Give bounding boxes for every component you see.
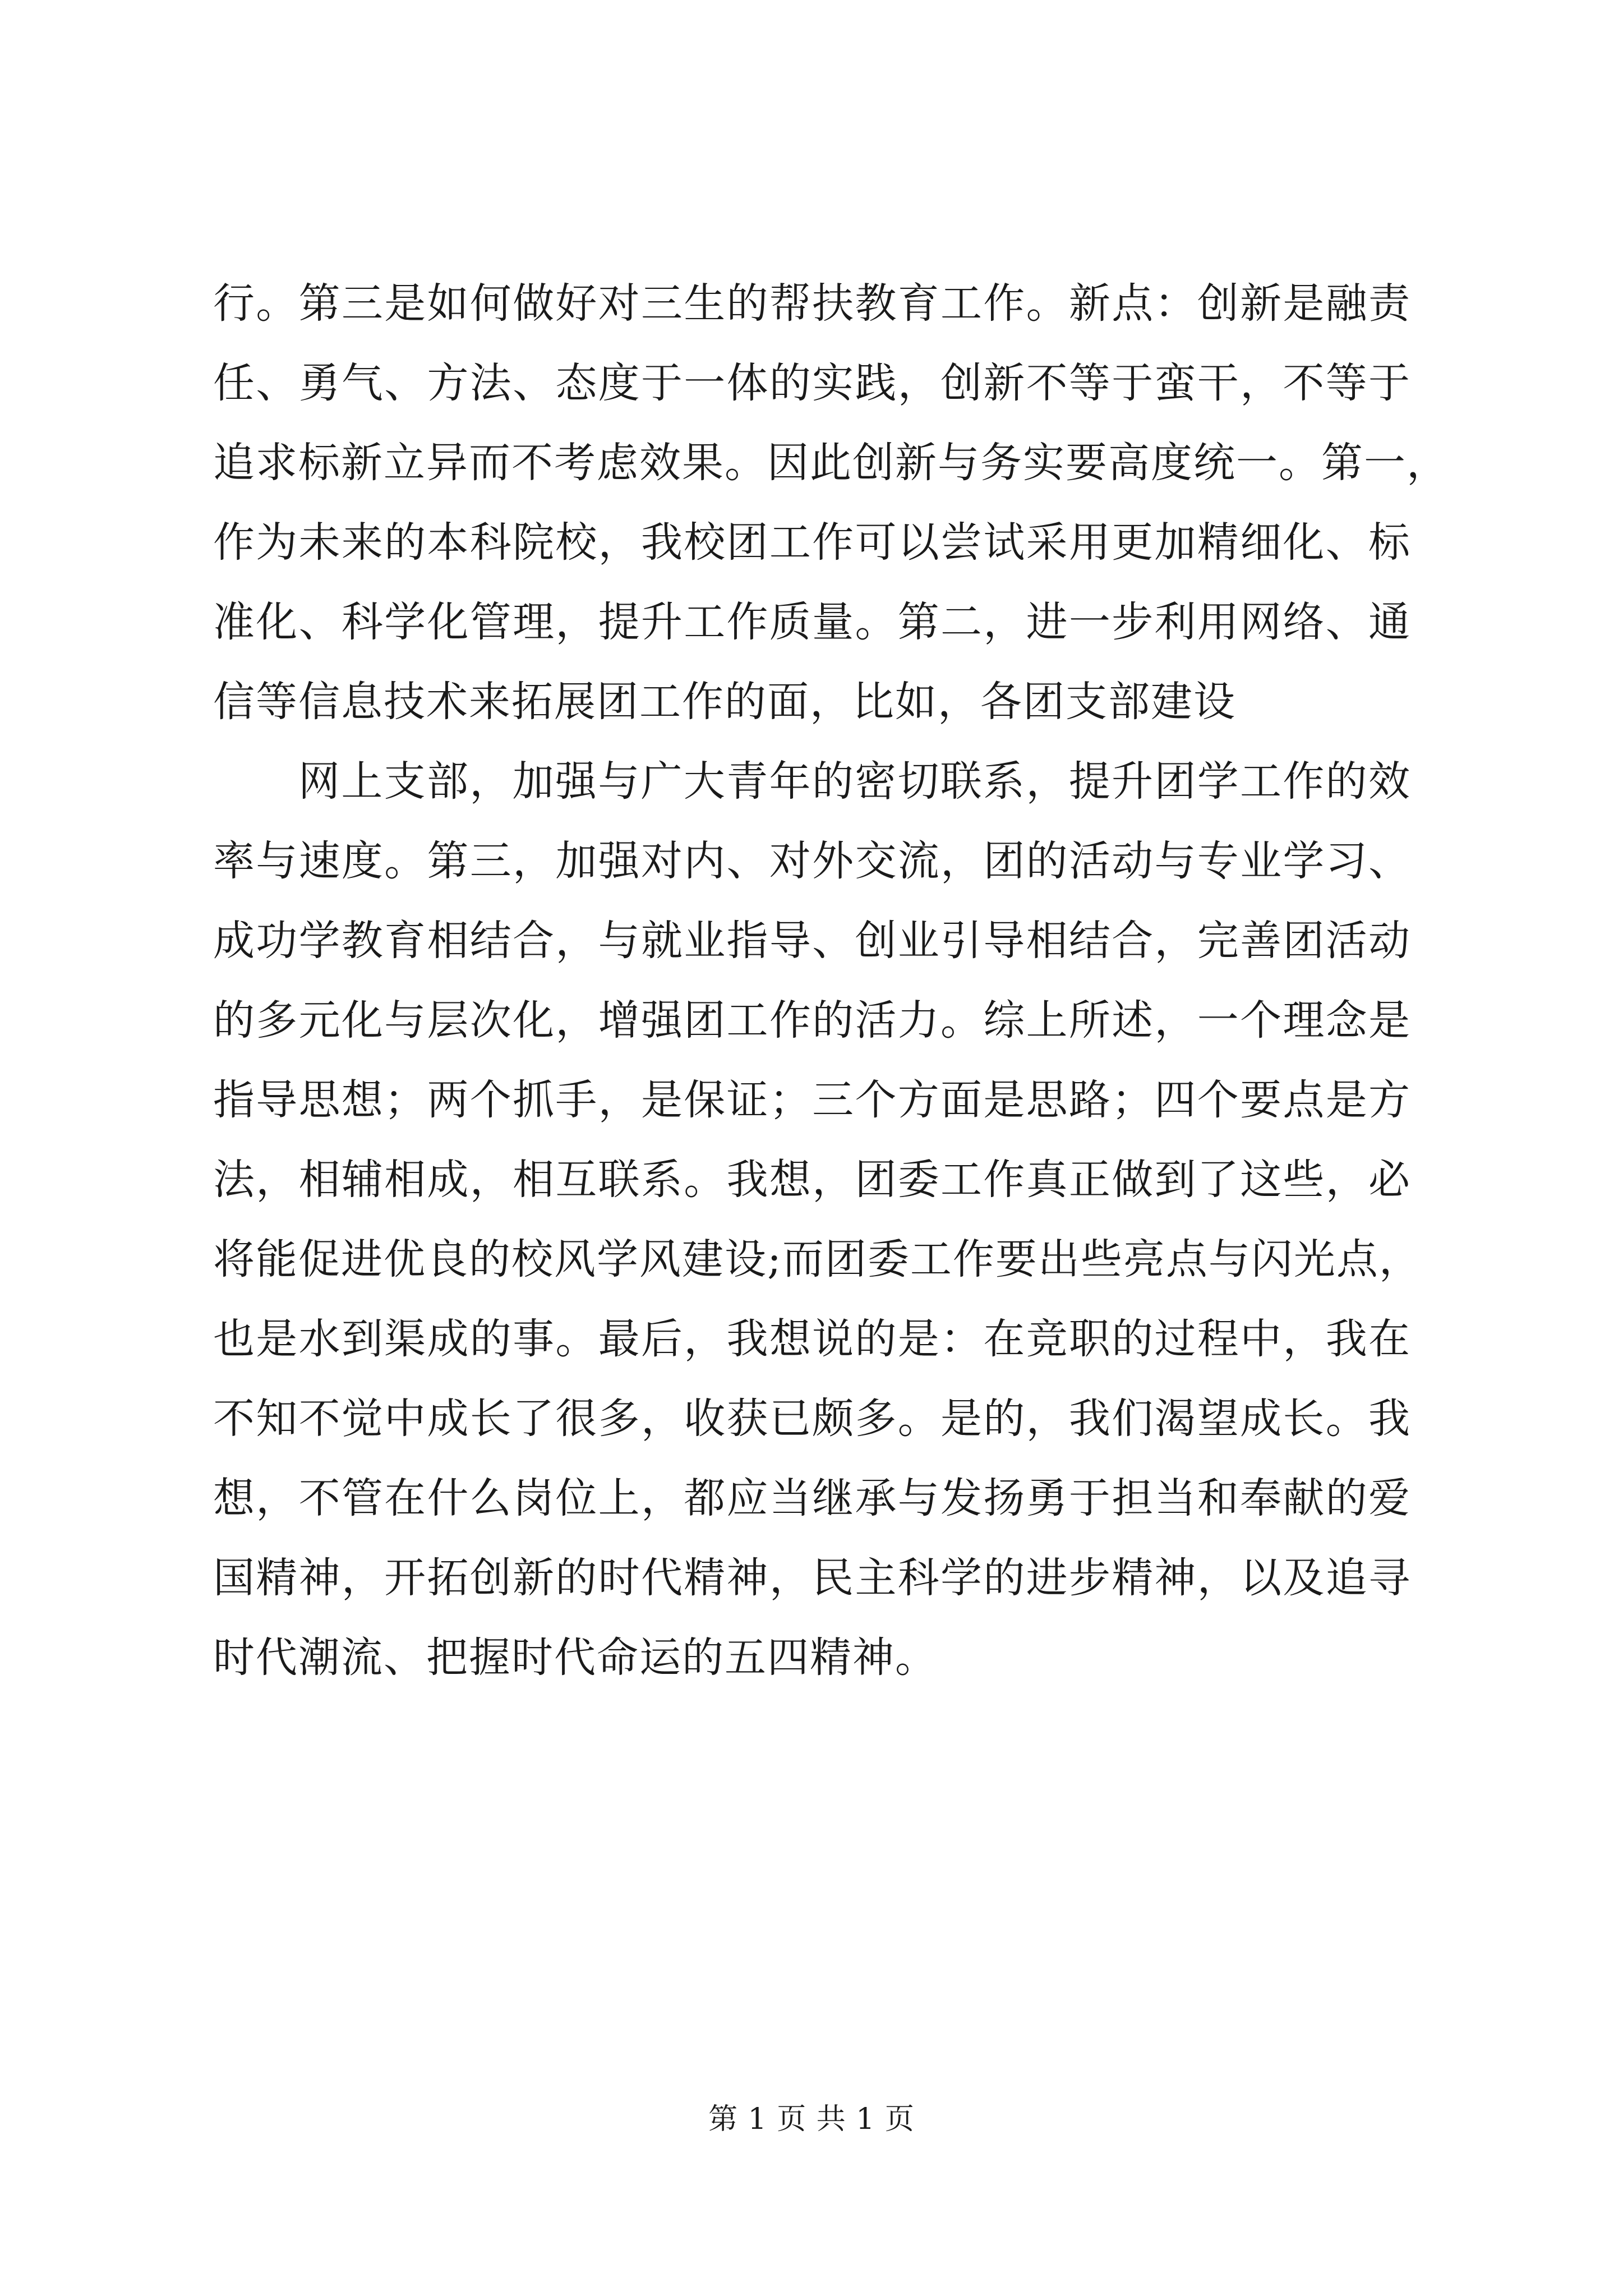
text-line: 时代潮流、把握时代命运的五四精神。 <box>213 1634 938 1682</box>
text-line: 想，不管在什么岗位上，都应当继承与发扬勇于担当和奉献的爱 <box>213 1474 1411 1522</box>
text-line: 信等信息技术来拓展团工作的面，比如，各团支部建设 <box>213 678 1236 726</box>
text-line: 成功学教育相结合，与就业指导、创业引导相结合，完善团活动 <box>213 917 1411 965</box>
paragraph-2 <box>213 742 1422 1697</box>
text-line: 准化、科学化管理，提升工作质量。第二，进一步利用网络、通 <box>213 598 1411 646</box>
text-line: 追求标新立异而不考虑效果。因此创新与务实要高度统一。第一， <box>213 439 1449 487</box>
page-footer: 第 1 页 共 1 页 <box>708 2102 915 2136</box>
text-line: 法，相辅相成，相互联系。我想，团委工作真正做到了这些，必 <box>213 1156 1411 1204</box>
text-line: 率与速度。第三，加强对内、对外交流，团的活动与专业学习、 <box>213 837 1411 885</box>
text-line: 不知不觉中成长了很多，收获已颇多。是的，我们渴望成长。我 <box>213 1395 1411 1443</box>
text-line: 行。第三是如何做好对三生的帮扶教育工作。新点：创新是融责 <box>213 279 1411 328</box>
document-body <box>213 264 1449 1697</box>
text-line: 将能促进优良的校风学风建设;而团委工作要出些亮点与闪光点， <box>213 1235 1422 1283</box>
text-line: 国精神，开拓创新的时代精神，民主科学的进步精神，以及追寻 <box>213 1554 1411 1602</box>
text-line: 也是水到渠成的事。最后，我想说的是：在竞职的过程中，我在 <box>213 1315 1411 1363</box>
text-line: 的多元化与层次化，增强团工作的活力。综上所述，一个理念是 <box>213 996 1411 1045</box>
text-line: 作为未来的本科院校，我校团工作可以尝试采用更加精细化、标 <box>213 518 1411 567</box>
text-line: 网上支部，加强与广大青年的密切联系，提升团学工作的效 <box>298 757 1411 806</box>
text-line: 指导思想；两个抓手，是保证；三个方面是思路；四个要点是方 <box>213 1076 1411 1124</box>
paragraph-1 <box>213 264 1449 742</box>
text-line: 任、勇气、方法、态度于一体的实践，创新不等于蛮干，不等于 <box>213 359 1411 407</box>
